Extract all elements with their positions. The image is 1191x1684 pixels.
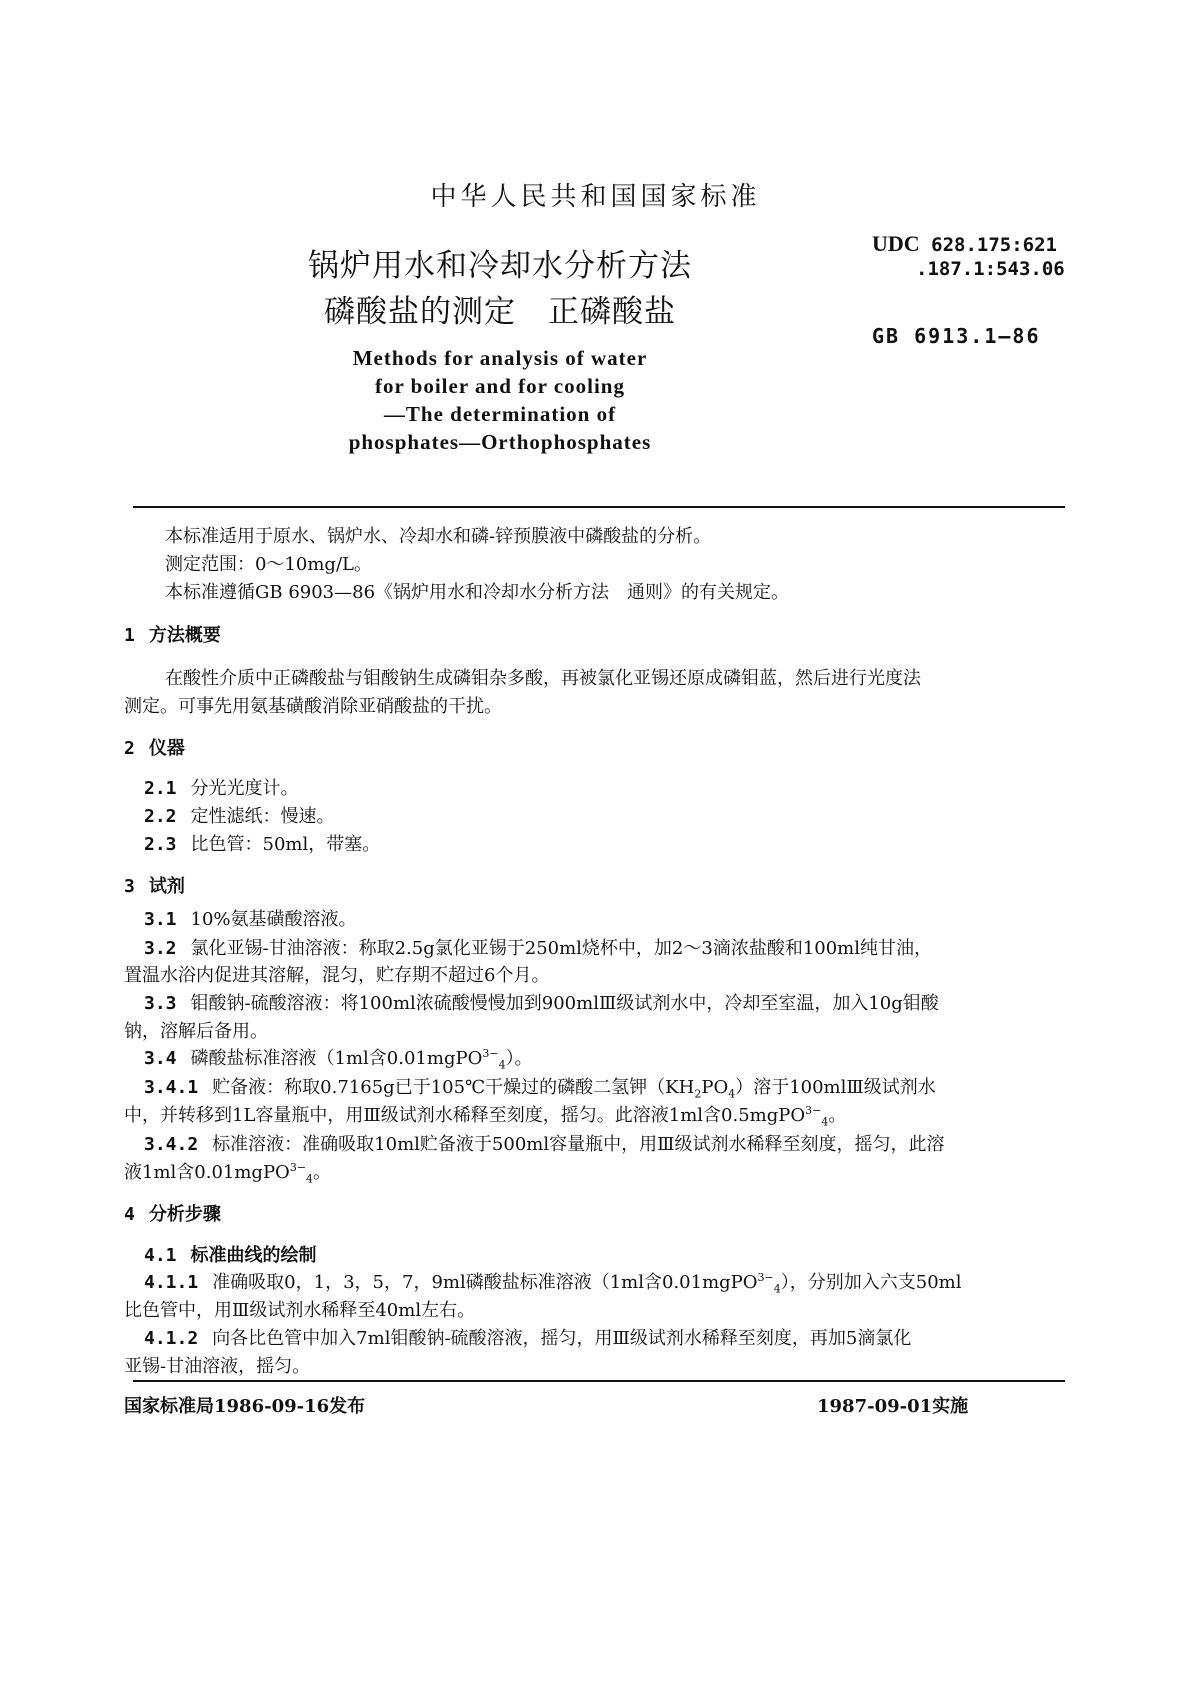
section-4-heading <box>124 1200 221 1226</box>
title-english-line-3: —The determination of <box>383 402 617 426</box>
title-chinese-line-1: 锅炉用水和冷却水分析方法 <box>308 248 692 284</box>
udc-code-line-1: 628.175:621 <box>931 234 1057 256</box>
item-4-1-2: 4.1.2 向各比色管中加入7ml钼酸钠-硫酸溶液，摇匀，用Ⅲ级试剂水稀释至刻度，再加5滴氯化 <box>144 1328 912 1349</box>
section-number: 1 <box>124 625 135 646</box>
title-english-line-4: phosphates—Orthophosphates <box>348 430 652 454</box>
item-2-3: 2.3 比色管：50ml，带塞。 <box>144 834 381 855</box>
udc-code-line-2: .187.1:543.06 <box>916 258 1065 280</box>
item-3-2-continued: 置温水浴内促进其溶解，混匀，贮存期不超过6个月。 <box>124 965 550 986</box>
section-2-heading <box>124 734 185 760</box>
section-number: 3 <box>124 876 135 897</box>
issuing-organization: 中华人民共和国国家标准 <box>430 182 761 212</box>
intro-reference: 本标准遵循GB 6903—86《锅炉用水和冷却水分析方法 通则》的有关规定。 <box>165 582 790 603</box>
section-title: 仪器 <box>148 738 185 759</box>
item-4-1-1-continued: 比色管中，用Ⅲ级试剂水稀释至40ml左右。 <box>124 1300 476 1321</box>
item-4-1-2-continued: 亚锡-甘油溶液，摇匀。 <box>124 1356 311 1377</box>
section-1-heading <box>124 621 221 647</box>
item-2-1: 2.1 分光光度计。 <box>144 778 299 799</box>
udc-code <box>872 232 1065 281</box>
section-title: 试剂 <box>148 876 185 897</box>
item-3-4-2: 3.4.2 标准溶液：准确吸取10ml贮备液于500ml容量瓶中，用Ⅲ级试剂水稀释至刻度，摇匀，此溶 <box>144 1134 945 1155</box>
section-1-text-line-1: 在酸性介质中正磷酸盐与钼酸钠生成磷钼杂多酸，再被氯化亚锡还原成磷钼蓝，然后进行光度法 <box>165 668 921 689</box>
section-title: 分析步骤 <box>148 1204 221 1225</box>
item-3-4-1-continued: 中，并转移到1L容量瓶中，用Ⅲ级试剂水稀释至刻度，摇匀。此溶液1ml含0.5mgPO$^{3-}_4$。 <box>124 1104 847 1129</box>
item-3-4: 3.4 磷酸盐标准溶液（1ml含0.01mgPO$^{3-}_4$）。 <box>144 1047 533 1072</box>
title-chinese-line-2: 磷酸盐的测定 正磷酸盐 <box>324 294 676 330</box>
effective-date: 1987-09-01实施 <box>817 1396 969 1417</box>
section-number: 2 <box>124 738 135 759</box>
item-4-1-1: 4.1.1 准确吸取0，1，3，5，7，9ml磷酸盐标准溶液（1ml含0.01mgPO$^{3-}_4$），分别加入六支50ml <box>144 1271 962 1296</box>
section-number: 4 <box>124 1204 135 1225</box>
title-english-line-2: for boiler and for cooling <box>374 374 625 398</box>
item-3-4-1: 3.4.1 贮备液：称取0.7165g已于105℃干燥过的磷酸二氢钾$(KH_2PO_4)$溶于100mlⅢ级试剂水 <box>144 1077 936 1101</box>
section-1-text-line-2: 测定。可事先用氨基磺酸消除亚硝酸盐的干扰。 <box>124 696 502 717</box>
item-3-2: 3.2 氯化亚锡-甘油溶液：称取2.5g氯化亚锡于250ml烧杯中，加2～3滴浓盐酸和100ml纯甘油， <box>144 938 933 959</box>
header-divider <box>133 506 1065 508</box>
section-title: 方法概要 <box>148 625 221 646</box>
item-3-3: 3.3 钼酸钠-硫酸溶液：将100ml浓硫酸慢慢加到900mlⅢ级试剂水中，冷却至室温，加入10g钼酸 <box>144 993 939 1014</box>
issue-date: 国家标准局1986-09-16发布 <box>124 1396 366 1417</box>
udc-label: UDC <box>872 231 920 256</box>
intro-scope: 本标准适用于原水、锅炉水、冷却水和磷-锌预膜液中磷酸盐的分析。 <box>165 526 712 547</box>
title-english-line-1: Methods for analysis of water <box>352 346 648 370</box>
intro-range: 测定范围：0～10mg/L。 <box>165 554 372 575</box>
section-3-heading <box>124 872 185 898</box>
footer-divider <box>133 1380 1065 1382</box>
item-3-3-continued: 钠，溶解后备用。 <box>124 1021 268 1042</box>
item-3-1: 3.1 10%氨基磺酸溶液。 <box>144 909 357 930</box>
standard-number: GB 6913.1—86 <box>872 324 1041 348</box>
item-2-2: 2.2 定性滤纸：慢速。 <box>144 806 335 827</box>
subsection-4-1-heading: 4.1 标准曲线的绘制 <box>144 1245 317 1266</box>
item-3-4-2-continued: 液1ml含0.01mgPO$^{3-}_4$。 <box>124 1161 332 1186</box>
